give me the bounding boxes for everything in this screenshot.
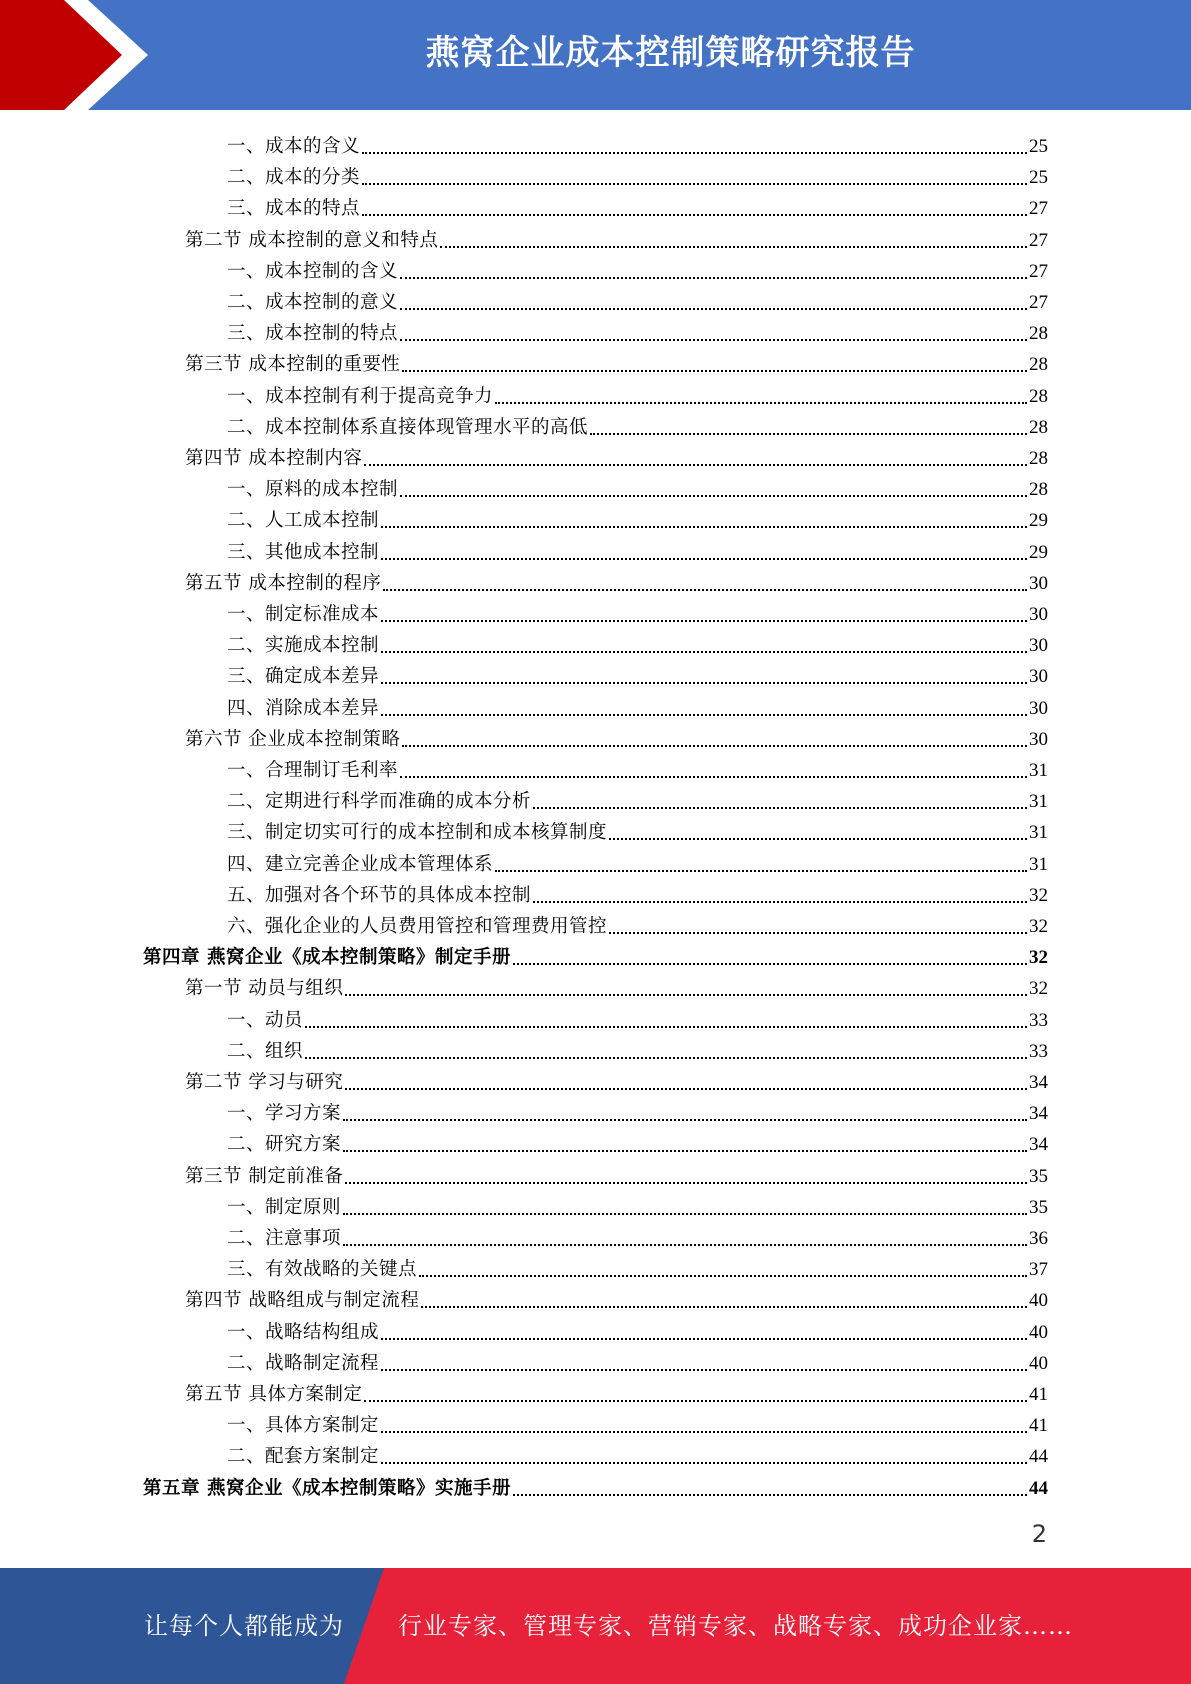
toc-dot-leader [590, 433, 1027, 435]
toc-entry-title: 二、人工成本控制 [227, 510, 380, 532]
toc-entry-title: 第四章 燕窝企业《成本控制策略》制定手册 [143, 947, 511, 969]
toc-entry-title: 一、学习方案 [227, 1103, 342, 1125]
toc-entry-title: 一、制定标准成本 [227, 604, 380, 625]
toc-entry-title: 一、成本控制的含义 [227, 260, 399, 282]
toc-entry-page: 30 [1029, 697, 1048, 719]
toc-entry-title: 三、制定切实可行的成本控制和成本核算制度 [227, 822, 608, 844]
toc-dot-leader [381, 682, 1027, 684]
toc-entry-title: 三、成本控制的特点 [227, 323, 399, 345]
toc-dot-leader [362, 214, 1027, 216]
toc-dot-leader [495, 870, 1027, 872]
toc-entry-page: 32 [1029, 947, 1048, 969]
toc-entry-title: 第四节 战略组成与制定流程 [185, 1290, 420, 1312]
toc-dot-leader [421, 1306, 1027, 1308]
toc-dot-leader [345, 994, 1027, 996]
toc-entry-title: 第五章 燕窝企业《成本控制策略》实施手册 [143, 1477, 511, 1499]
footer-slogan-left: 让每个人都能成为 [144, 1612, 344, 1640]
toc-entry-page: 35 [1029, 1196, 1048, 1218]
toc-entry-page: 40 [1029, 1290, 1048, 1312]
toc-subsection-entry[interactable] [227, 782, 1048, 813]
toc-subsection-entry[interactable] [227, 813, 1048, 844]
toc-entry-title: 二、实施成本控制 [227, 635, 380, 657]
toc-dot-leader [513, 963, 1027, 965]
toc-subsection-entry[interactable] [227, 1094, 1048, 1125]
toc-dot-leader [513, 1494, 1027, 1496]
toc-entry-page: 30 [1029, 572, 1048, 594]
toc-dot-leader [381, 558, 1027, 560]
toc-entry-title: 三、成本的特点 [227, 198, 361, 220]
toc-entry-title: 二、注意事项 [227, 1228, 342, 1249]
toc-entry-title: 六、强化企业的人员费用管控和管理费用管控 [227, 916, 608, 937]
toc-subsection-entry[interactable] [227, 408, 1048, 439]
toc-chapter-entry[interactable] [143, 1469, 1048, 1500]
toc-entry-title: 二、研究方案 [227, 1134, 342, 1156]
toc-entry-page: 28 [1029, 323, 1048, 345]
toc-dot-leader [345, 1182, 1027, 1184]
toc-subsection-entry[interactable] [227, 1250, 1048, 1281]
toc-entry-page: 28 [1029, 354, 1048, 376]
header-title: 燕窝企业成本控制策略研究报告 [425, 33, 916, 73]
toc-section-entry[interactable] [185, 1063, 1048, 1094]
toc-entry-title: 二、定期进行科学而准确的成本分析 [227, 791, 532, 813]
toc-dot-leader [381, 1462, 1027, 1464]
toc-entry-page: 27 [1029, 229, 1048, 251]
toc-entry-title: 一、合理制订毛利率 [227, 760, 399, 781]
toc-entry-title: 五、加强对各个环节的具体成本控制 [227, 884, 532, 906]
toc-dot-leader [343, 1150, 1027, 1152]
toc-dot-leader [381, 1431, 1027, 1433]
toc-subsection-entry[interactable] [227, 377, 1048, 408]
toc-entry-page: 41 [1029, 1384, 1048, 1405]
toc-entry-page: 25 [1029, 167, 1048, 189]
toc-subsection-entry[interactable] [227, 189, 1048, 220]
toc-subsection-entry[interactable] [227, 907, 1048, 938]
toc-entry-page: 44 [1029, 1477, 1048, 1499]
toc-subsection-entry[interactable] [227, 626, 1048, 657]
toc-entry-page: 33 [1029, 1040, 1048, 1062]
toc-dot-leader [305, 1057, 1027, 1059]
toc-subsection-entry[interactable] [227, 158, 1048, 189]
toc-entry-page: 30 [1029, 604, 1048, 625]
toc-entry-page: 36 [1029, 1228, 1048, 1249]
toc-entry-title: 第五节 具体方案制定 [185, 1384, 363, 1405]
toc-entry-page: 44 [1029, 1446, 1048, 1468]
toc-section-entry[interactable] [185, 1157, 1048, 1188]
toc-section-entry[interactable] [185, 969, 1048, 1000]
toc-entry-title: 二、配套方案制定 [227, 1446, 380, 1468]
toc-entry-title: 第二节 学习与研究 [185, 1072, 344, 1093]
toc-entry-title: 第一节 动员与组织 [185, 978, 344, 1000]
toc-dot-leader [533, 807, 1027, 809]
toc-dot-leader [345, 1088, 1027, 1090]
toc-entry-page: 32 [1029, 884, 1048, 906]
toc-entry-page: 27 [1029, 198, 1048, 220]
toc-subsection-entry[interactable] [227, 1344, 1048, 1375]
toc-dot-leader [364, 464, 1027, 466]
toc-dot-leader [381, 526, 1027, 528]
toc-entry-page: 30 [1029, 666, 1048, 688]
toc-entry-page: 28 [1029, 448, 1048, 469]
toc-section-entry[interactable] [185, 1375, 1048, 1406]
toc-dot-leader [381, 620, 1027, 622]
toc-entry-title: 一、制定原则 [227, 1196, 342, 1218]
toc-entry-page: 30 [1029, 728, 1048, 750]
toc-subsection-entry[interactable] [227, 501, 1048, 532]
page-number: 2 [1031, 1520, 1047, 1548]
toc-entry-page: 41 [1029, 1415, 1048, 1437]
toc-dot-leader [381, 651, 1027, 653]
toc-entry-page: 28 [1029, 416, 1048, 438]
toc-entry-page: 40 [1029, 1352, 1048, 1374]
toc-dot-leader [495, 402, 1027, 404]
toc-entry-page: 31 [1029, 760, 1048, 781]
toc-entry-page: 27 [1029, 260, 1048, 282]
toc-entry-title: 一、动员 [227, 1009, 304, 1031]
toc-subsection-entry[interactable] [227, 845, 1048, 876]
toc-entry-title: 一、战略结构组成 [227, 1321, 380, 1343]
toc-entry-title: 三、其他成本控制 [227, 541, 380, 563]
toc-entry-page: 30 [1029, 635, 1048, 657]
toc-dot-leader [419, 1275, 1027, 1277]
toc-section-entry[interactable] [185, 1281, 1048, 1312]
toc-dot-leader [381, 1369, 1027, 1371]
toc-dot-leader [343, 1119, 1027, 1121]
toc-entry-title: 第三节 成本控制的重要性 [185, 354, 401, 376]
toc-entry-page: 25 [1029, 136, 1048, 157]
toc-entry-title: 第五节 成本控制的程序 [185, 572, 382, 594]
toc-dot-leader [400, 308, 1027, 310]
toc-section-entry[interactable] [185, 720, 1048, 751]
toc-entry-page: 32 [1029, 978, 1048, 1000]
toc-entry-title: 第三节 制定前准备 [185, 1165, 344, 1187]
page-footer [0, 1568, 1191, 1684]
toc-entry-page: 31 [1029, 853, 1048, 875]
toc-chapter-entry[interactable] [143, 938, 1048, 969]
footer-slogan-right: 行业专家、管理专家、营销专家、战略专家、成功企业家…… [398, 1612, 1073, 1640]
toc-dot-leader [364, 1400, 1027, 1402]
toc-subsection-entry[interactable] [227, 1219, 1048, 1250]
toc-entry-title: 三、有效战略的关键点 [227, 1259, 418, 1281]
toc-entry-page: 27 [1029, 292, 1048, 313]
toc-dot-leader [343, 1244, 1027, 1246]
toc-subsection-entry[interactable] [227, 595, 1048, 626]
toc-entry-title: 二、成本的分类 [227, 167, 361, 189]
toc-dot-leader [440, 246, 1027, 248]
toc-subsection-entry[interactable] [227, 127, 1048, 158]
toc-subsection-entry[interactable] [227, 1313, 1048, 1344]
toc-entry-page: 34 [1029, 1134, 1048, 1156]
toc-section-entry[interactable] [185, 439, 1048, 470]
toc-dot-leader [609, 838, 1027, 840]
toc-entry-title: 一、具体方案制定 [227, 1415, 380, 1437]
toc-subsection-entry[interactable] [227, 283, 1048, 314]
toc-section-entry[interactable] [185, 564, 1048, 595]
toc-subsection-entry[interactable] [227, 876, 1048, 907]
toc-subsection-entry[interactable] [227, 1437, 1048, 1468]
toc-subsection-entry[interactable] [227, 470, 1048, 501]
toc-entry-page: 35 [1029, 1165, 1048, 1187]
toc-entry-title: 第二节 成本控制的意义和特点 [185, 229, 439, 251]
toc-dot-leader [343, 1213, 1027, 1215]
toc-entry-title: 一、成本控制有利于提高竞争力 [227, 385, 494, 407]
toc-dot-leader [400, 495, 1027, 497]
toc-subsection-entry[interactable] [227, 314, 1048, 345]
toc-subsection-entry[interactable] [227, 751, 1048, 782]
toc-section-entry[interactable] [185, 345, 1048, 376]
toc-entry-title: 一、成本的含义 [227, 136, 361, 157]
toc-dot-leader [609, 932, 1027, 934]
toc-entry-title: 二、战略制定流程 [227, 1352, 380, 1374]
toc-entry-page: 28 [1029, 385, 1048, 407]
toc-entry-page: 28 [1029, 479, 1048, 501]
toc-section-entry[interactable] [185, 221, 1048, 252]
toc-subsection-entry[interactable] [227, 1406, 1048, 1437]
toc-entry-title: 一、原料的成本控制 [227, 479, 399, 501]
toc-dot-leader [305, 1026, 1027, 1028]
toc-subsection-entry[interactable] [227, 689, 1048, 720]
toc-dot-leader [400, 277, 1027, 279]
toc-dot-leader [381, 1338, 1027, 1340]
toc-subsection-entry[interactable] [227, 1125, 1048, 1156]
toc-dot-leader [381, 714, 1027, 716]
toc-entry-page: 34 [1029, 1072, 1048, 1093]
toc-entry-title: 二、成本控制体系直接体现管理水平的高低 [227, 416, 589, 438]
toc-dot-leader [362, 183, 1027, 185]
toc-entry-title: 二、成本控制的意义 [227, 292, 399, 313]
toc-entry-page: 37 [1029, 1259, 1048, 1281]
toc-subsection-entry[interactable] [227, 1188, 1048, 1219]
toc-entry-title: 四、建立完善企业成本管理体系 [227, 853, 494, 875]
page-header [0, 0, 1191, 110]
toc-dot-leader [383, 589, 1027, 591]
toc-entry-page: 33 [1029, 1009, 1048, 1031]
toc-entry-title: 三、确定成本差异 [227, 666, 380, 688]
toc-entry-title: 四、消除成本差异 [227, 697, 380, 719]
toc-subsection-entry[interactable] [227, 1001, 1048, 1032]
toc-subsection-entry[interactable] [227, 533, 1048, 564]
toc-subsection-entry[interactable] [227, 657, 1048, 688]
toc-entry-title: 二、组织 [227, 1040, 304, 1062]
toc-subsection-entry[interactable] [227, 1032, 1048, 1063]
toc-dot-leader [400, 776, 1027, 778]
toc-entry-title: 第六节 企业成本控制策略 [185, 728, 401, 750]
toc-dot-leader [402, 370, 1027, 372]
toc-entry-title: 第四节 成本控制内容 [185, 448, 363, 469]
toc-entry-page: 29 [1029, 510, 1048, 532]
toc-entry-page: 31 [1029, 791, 1048, 813]
toc-entry-page: 34 [1029, 1103, 1048, 1125]
toc-dot-leader [362, 152, 1027, 154]
toc-dot-leader [533, 901, 1027, 903]
toc-entry-page: 29 [1029, 541, 1048, 563]
toc-dot-leader [400, 339, 1027, 341]
toc-entry-page: 40 [1029, 1321, 1048, 1343]
toc-subsection-entry[interactable] [227, 252, 1048, 283]
toc-entry-page: 31 [1029, 822, 1048, 844]
toc-dot-leader [402, 745, 1027, 747]
toc-entry-page: 32 [1029, 916, 1048, 937]
